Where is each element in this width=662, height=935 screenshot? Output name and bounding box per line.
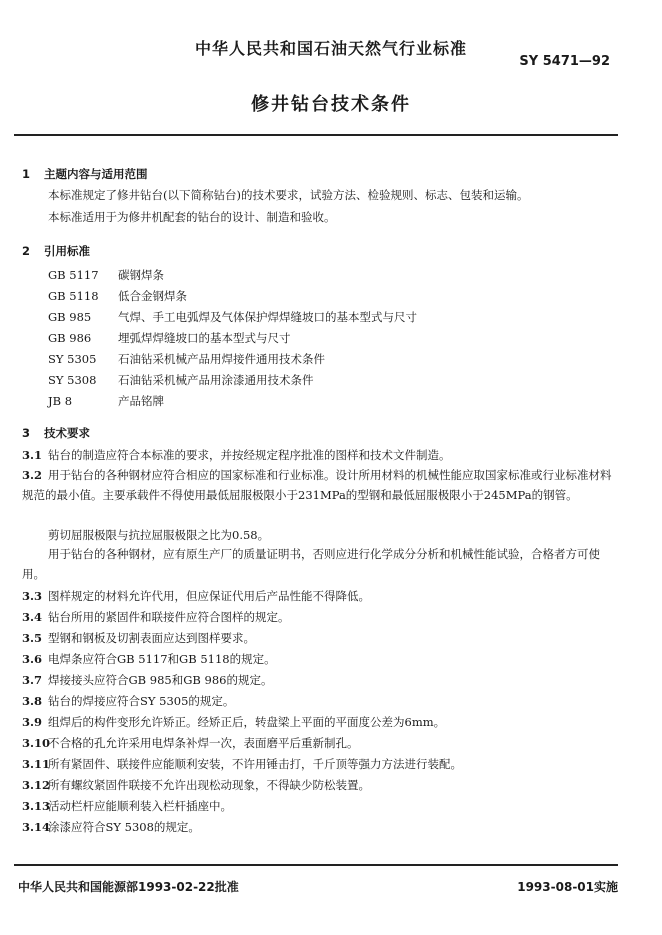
clause-text: 所有螺纹紧固件联接不允许出现松动现象，不得缺少防松装置。: [48, 778, 370, 792]
shear-ratio-paragraph: 剪切屈服极限与抗拉屈服极限之比为0.58。: [48, 528, 270, 542]
reference-row: [48, 372, 314, 388]
clause-3-14: [22, 819, 200, 835]
reference-row: [48, 288, 187, 304]
reference-code: GB 986: [48, 331, 92, 345]
clause-text: 涂漆应符合SY 5308的规定。: [48, 820, 200, 834]
clause-number: 3.14: [22, 820, 51, 834]
implementation-date: 1993-08-01实施: [517, 880, 618, 894]
clause-text: 不合格的孔允许采用电焊条补焊一次，表面磨平后重新制孔。: [48, 736, 359, 750]
section-1-paragraph-2: 本标准适用于为修井机配套的钻台的设计、制造和验收。: [48, 210, 336, 224]
reference-code: GB 5117: [48, 268, 99, 282]
clause-number: 3.3: [22, 589, 43, 603]
clause-3-3: [22, 588, 370, 604]
reference-row: [48, 330, 291, 346]
header-rule: [14, 134, 618, 136]
reference-name: 埋弧焊焊缝坡口的基本型式与尺寸: [118, 331, 291, 345]
clause-number: 3.9: [22, 715, 43, 729]
reference-name: 产品铭牌: [118, 394, 164, 408]
clause-3-6: [22, 651, 276, 667]
reference-name: 气焊、手工电弧焊及气体保护焊焊缝坡口的基本型式与尺寸: [118, 310, 417, 324]
clause-text: 钻台的制造应符合本标准的要求，并按经规定程序批准的图样和技术文件制造。: [48, 448, 451, 462]
reference-code: SY 5305: [48, 352, 97, 366]
reference-code: GB 985: [48, 310, 92, 324]
section-1-number: 1: [22, 167, 31, 181]
clause-3-10: [22, 735, 359, 751]
clause-number: 3.12: [22, 778, 51, 792]
section-1-paragraph-1: 本标准规定了修井钻台(以下简称钻台)的技术要求，试验方法、检验规则、标志、包装和运输。: [48, 188, 529, 202]
reference-row: [48, 351, 325, 367]
reference-name: 石油钻采机械产品用焊接件通用技术条件: [118, 352, 325, 366]
reference-name: 低合金钢焊条: [118, 289, 187, 303]
clause-number: 3.13: [22, 799, 51, 813]
reference-row: [48, 309, 417, 325]
reference-name: 碳钢焊条: [118, 268, 164, 282]
clause-text: 组焊后的构件变形允许矫正。经矫正后，转盘梁上平面的平面度公差为6mm。: [48, 715, 446, 729]
clause-number: 3.11: [22, 757, 51, 771]
clause-number: 3.2: [22, 468, 43, 482]
clause-text: 电焊条应符合GB 5117和GB 5118的规定。: [48, 652, 276, 666]
reference-code: SY 5308: [48, 373, 97, 387]
clause-3-13: [22, 798, 232, 814]
clause-text: 图样规定的材料允许代用，但应保证代用后产品性能不得降低。: [48, 589, 370, 603]
clause-3-4: [22, 609, 290, 625]
clause-number: 3.4: [22, 610, 43, 624]
footer-rule: [14, 864, 618, 866]
clause-3-7: [22, 672, 272, 688]
section-1-heading: [22, 166, 148, 182]
clause-text: 活动栏杆应能顺利装入栏杆插座中。: [48, 799, 232, 813]
material-certificate-paragraph: 用于钻台的各种钢材，应有原生产厂的质量证明书，否则应进行化学成分分析和机械性能试验，合格者方可使用。: [22, 547, 600, 581]
clause-3-1: [22, 447, 451, 463]
clause-number: 3.5: [22, 631, 43, 645]
reference-row: [48, 393, 164, 409]
clause-3-8: [22, 693, 234, 709]
clause-text: 所有紧固件、联接件应能顺利安装，不许用锤击打，千斤顶等强力方法进行装配。: [48, 757, 462, 771]
clause-text: 焊接接头应符合GB 985和GB 986的规定。: [48, 673, 273, 687]
approval-note: 中华人民共和国能源部1993-02-22批准: [18, 880, 239, 894]
clause-3-9: [22, 714, 445, 730]
standard-code: SY 5471—92: [519, 54, 610, 69]
clause-3-2: [22, 465, 622, 505]
section-3-title: 技术要求: [44, 426, 90, 440]
section-2-number: 2: [22, 244, 31, 258]
document-title: 修井钻台技术条件: [251, 94, 411, 115]
clause-number: 3.1: [22, 448, 43, 462]
clause-number: 3.7: [22, 673, 43, 687]
reference-code: JB 8: [48, 394, 73, 408]
reference-row: [48, 267, 164, 283]
section-3-heading: [22, 425, 90, 441]
clause-text: 型钢和钢板及切割表面应达到图样要求。: [48, 631, 255, 645]
clause-number: 3.10: [22, 736, 51, 750]
standard-category-title: 中华人民共和国石油天然气行业标准: [194, 39, 467, 58]
clause-number: 3.8: [22, 694, 43, 708]
clause-text: 用于钻台的各种钢材应符合相应的国家标准和行业标准。设计所用材料的机械性能应取国家标准或行业标准材料规范的最小值。主要承载件不得使用最低屈服极限小于231MPa的型钢和最低屈服极限小于245MPa的钢管。: [22, 468, 612, 502]
clause-3-12: [22, 777, 370, 793]
section-3-number: 3: [22, 426, 31, 440]
section-2-title: 引用标准: [44, 244, 90, 258]
reference-name: 石油钻采机械产品用涂漆通用技术条件: [118, 373, 314, 387]
section-1-title: 主题内容与适用范围: [44, 167, 148, 181]
clause-number: 3.6: [22, 652, 43, 666]
clause-text: 钻台所用的紧固件和联接件应符合图样的规定。: [48, 610, 290, 624]
reference-code: GB 5118: [48, 289, 99, 303]
section-2-heading: [22, 243, 90, 259]
clause-text: 钻台的焊接应符合SY 5305的规定。: [48, 694, 235, 708]
clause-3-5: [22, 630, 255, 646]
clause-3-11: [22, 756, 462, 772]
